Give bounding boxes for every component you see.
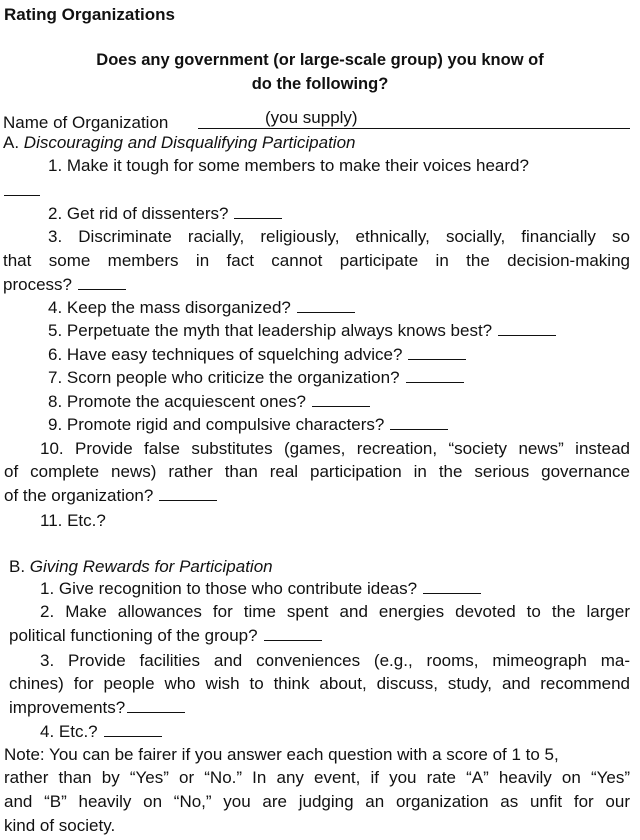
note-line-1: Note: You can be fairer if you answer each question with a score of 1 to 5, xyxy=(4,745,559,764)
section-b-heading xyxy=(9,556,640,578)
organization-name-field xyxy=(3,108,640,134)
section-a-item-10-line-1: 10. Provide false substitutes (games, recreation, “society news” instead xyxy=(40,439,630,458)
section-a-item-7: 7. Scorn people who criticize the organization? xyxy=(48,367,640,389)
section-a-item-3-line-1: 3. Discriminate racially, religiously, ethnically, socially, financially so xyxy=(48,227,630,246)
answer-blank-a1 xyxy=(4,180,640,202)
organization-name-hint: (you supply) xyxy=(265,108,358,127)
section-a-item-1: 1. Make it tough for some members to make their voices heard? xyxy=(48,156,529,175)
note-line-3: and “B” heavily on “No,” you are judging an organization as unfit for our xyxy=(4,792,630,811)
section-a-item-3-line-3: process? xyxy=(3,274,640,296)
section-a-item-5: 5. Perpetuate the myth that leadership always knows best? xyxy=(48,320,640,342)
section-b-item-1: 1. Give recognition to those who contribute ideas? xyxy=(40,578,640,600)
section-b-item-4: 4. Etc.? xyxy=(40,721,640,743)
section-b-item-2-line-2: political functioning of the group? xyxy=(9,625,640,647)
organization-name-blank xyxy=(198,112,630,129)
section-b-letter: B. xyxy=(9,557,26,576)
page-title: Rating Organizations xyxy=(4,5,175,24)
section-a-item-6: 6. Have easy techniques of squelching advice? xyxy=(48,344,640,366)
question-line-2: do the following? xyxy=(251,75,389,93)
section-a-item-2: 2. Get rid of dissenters? xyxy=(48,203,640,225)
section-b-item-3-line-3: improvements? xyxy=(9,697,640,719)
section-a-item-10-line-2: of complete news) rather than real participation in the serious governance xyxy=(4,462,630,481)
section-a-item-9: 9. Promote rigid and compulsive characters? xyxy=(48,414,640,436)
section-a-heading xyxy=(3,132,640,154)
question-line-1: Does any government (or large-scale group) you know of xyxy=(96,51,544,69)
section-b-title: Giving Rewards for Participation xyxy=(29,557,273,576)
section-a-item-11: 11. Etc.? xyxy=(40,511,106,530)
section-b-item-3-line-2: chines) for people who wish to think about, discuss, study, and recommend xyxy=(9,674,630,693)
section-b-item-2-line-1: 2. Make allowances for time spent and energies devoted to the larger xyxy=(40,602,630,621)
section-a-item-4: 4. Keep the mass disorganized? xyxy=(48,297,640,319)
section-a-item-8: 8. Promote the acquiescent ones? xyxy=(48,391,640,413)
section-a-letter: A. xyxy=(3,133,20,152)
section-b-item-3-line-1: 3. Provide facilities and conveniences (e.g., rooms, mimeograph ma- xyxy=(40,651,630,670)
note-line-2: rather than by “Yes” or “No.” In any event, if you rate “A” heavily on “Yes” xyxy=(4,768,630,787)
note-line-4: kind of society. xyxy=(4,816,116,835)
organization-name-label: Name of Organization xyxy=(3,113,169,132)
section-a-item-10-line-3: of the organization? xyxy=(4,485,640,507)
section-a-title: Discouraging and Disqualifying Participation xyxy=(23,133,356,152)
section-a-item-3-line-2: that some members in fact cannot participate in the decision-making xyxy=(3,251,630,270)
